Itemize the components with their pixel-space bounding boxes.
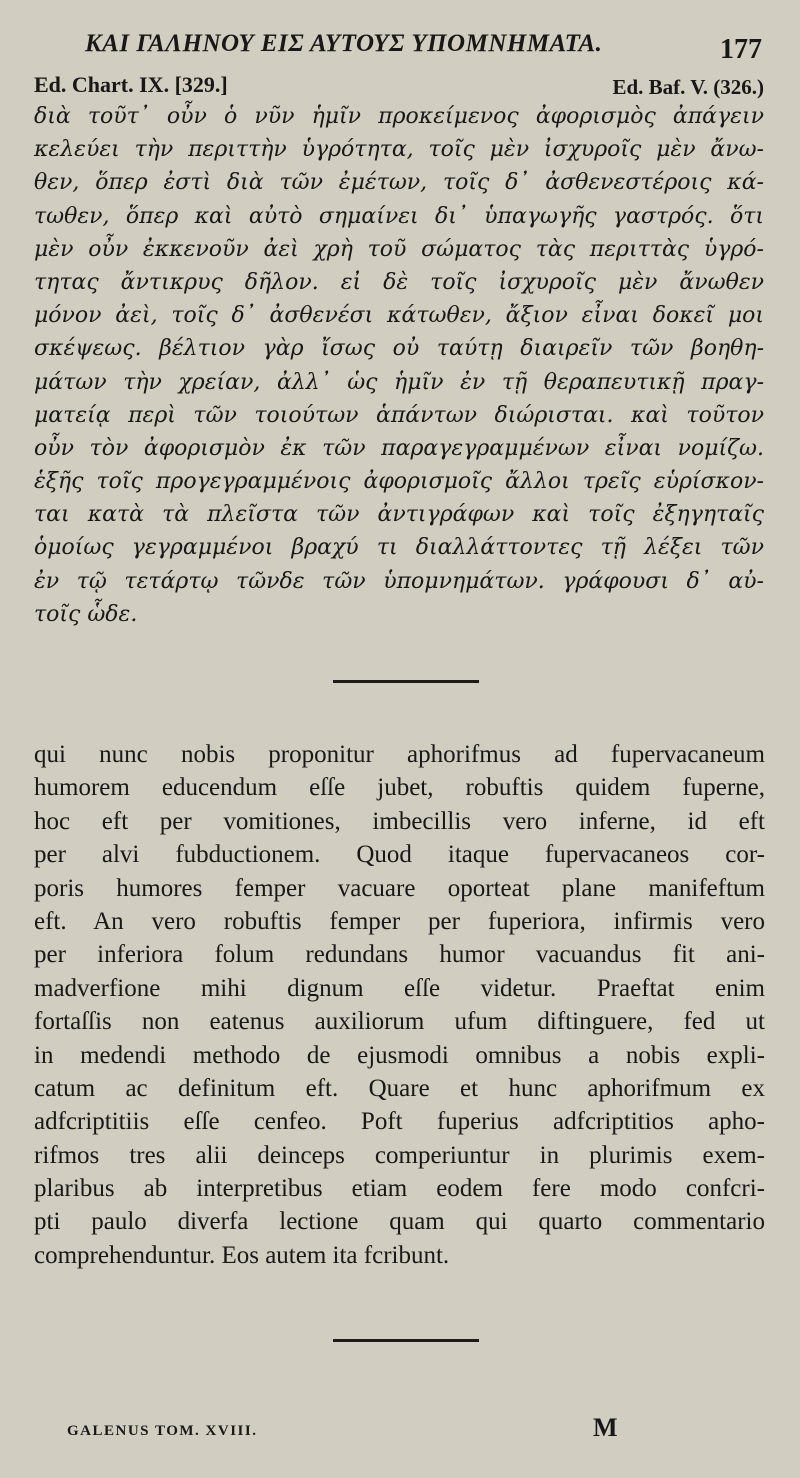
latin-line: pti paulo diverfa lectione quam qui quarto commentario — [34, 1208, 765, 1236]
section-divider — [333, 1339, 479, 1342]
running-title: ΚΑΙ ΓΑΛΗΝΟΥ ΕΙΣ ΑΥΤΟΥΣ ΥΠΟΜΝΗΜΑΤΑ. — [85, 30, 603, 57]
section-divider — [333, 680, 479, 683]
latin-line: per inferiora folum redundans humor vacuandus fit ani- — [34, 941, 765, 969]
greek-line: τοῖς ὧδε. — [34, 601, 138, 627]
latin-line: per alvi fubductionem. Quod itaque fupervacaneos cor- — [34, 841, 765, 869]
latin-line: qui nunc nobis proponitur aphorifmus ad fupervacaneum — [34, 741, 765, 768]
greek-text-block — [34, 100, 764, 631]
greek-line: μὲν οὖν ἐκκενοῦν ἀεὶ χρὴ τοῦ σώματος τὰς περιττὰς ὑγρό- — [34, 236, 764, 262]
edition-reference-left: Ed. Chart. IX. [329.] — [34, 72, 228, 97]
signature-mark: M — [593, 1413, 618, 1442]
greek-line: ἑξῆς τοῖς προγεγραμμένοις ἀφορισμοῖς ἄλλοι τρεῖς εὑρίσκον- — [34, 469, 764, 495]
greek-line: οὖν τὸν ἀφορισμὸν ἐκ τῶν παραγεγραμμένων εἶναι νομίζω. — [34, 435, 764, 461]
latin-line: plaribus ab interpretibus etiam eodem fere modo confcri- — [34, 1175, 765, 1203]
edition-reference-right: Ed. Baf. V. (326.) — [612, 75, 764, 99]
latin-line: hoc eft per vomitiones, imbecillis vero inferne, id eft — [34, 807, 765, 835]
latin-line: fortaſſis non eatenus auxiliorum ufum diftinguere, fed ut — [34, 1008, 765, 1036]
greek-line: θεν, ὅπερ ἐστὶ διὰ τῶν ἐμέτων, τοῖς δ᾽ ἀσθενεστέροις κά- — [34, 170, 764, 196]
greek-line: ται κατὰ τὰ πλεῖστα τῶν ἀντιγράφων καὶ τοῖς ἐξηγηταῖς — [34, 502, 764, 528]
latin-line: humorem educendum eſſe jubet, robuftis quidem fuperne, — [34, 774, 765, 802]
greek-line: κελεύει τὴν περιττὴν ὑγρότητα, τοῖς μὲν ἰσχυροῖς μὲν ἄνω- — [34, 137, 764, 163]
volume-footer: GALENUS TOM. XVIII. — [67, 1423, 258, 1439]
greek-line: ματείᾳ περὶ τῶν τοιούτων ἁπάντων διώρισται. καὶ τοῦτον — [34, 402, 764, 428]
greek-line: ἐν τῷ τετάρτῳ τῶνδε τῶν ὑπομνημάτων. γράφουσι δ᾽ αὐ- — [34, 568, 764, 594]
latin-line: madverfione mihi dignum eſſe videtur. Praeftat enim — [34, 974, 765, 1002]
latin-line: poris humores femper vacuare oporteat plane manifeftum — [34, 874, 765, 902]
latin-text-block — [34, 738, 765, 1272]
latin-line: catum ac definitum eft. Quare et hunc aphorifmum ex — [34, 1074, 765, 1102]
latin-line: in medendi methodo de ejusmodi omnibus a nobis expli- — [34, 1041, 765, 1069]
latin-line: comprehenduntur. Eos autem ita fcribunt. — [34, 1241, 450, 1269]
greek-line: σκέψεως. βέλτιον γὰρ ἴσως οὐ ταύτῃ διαιρεῖν τῶν βοηθη- — [34, 336, 764, 362]
greek-line: τητας ἄντικρυς δῆλον. εἰ δὲ τοῖς ἰσχυροῖς μὲν ἄνωθεν — [34, 269, 764, 295]
greek-line: μόνον ἀεὶ, τοῖς δ᾽ ἀσθενέσι κάτωθεν, ἄξιον εἶναι δοκεῖ μοι — [34, 303, 764, 329]
greek-line: διὰ τοῦτ᾽ οὖν ὁ νῦν ἡμῖν προκείμενος ἀφορισμὸς ἀπάγειν — [34, 104, 764, 129]
greek-line: ὁμοίως γεγραμμένοι βραχύ τι διαλλάττοντες τῇ λέξει τῶν — [34, 535, 764, 561]
latin-line: adfcriptitiis eſſe cenfeo. Poft fuperius adfcriptitios apho- — [34, 1108, 765, 1136]
page-number: 177 — [720, 34, 762, 65]
greek-line: τωθεν, ὅπερ καὶ αὐτὸ σημαίνει δι᾽ ὑπαγωγῆς γαστρός. ὅτι — [34, 203, 764, 229]
latin-line: rifmos tres alii deinceps comperiuntur in plurimis exem- — [34, 1141, 765, 1169]
greek-line: μάτων τὴν χρείαν, ἀλλ᾽ ὡς ἡμῖν ἐν τῇ θεραπευτικῇ πραγ- — [34, 369, 764, 395]
latin-line: eft. An vero robuftis femper per fuperiora, infirmis vero — [34, 907, 765, 935]
